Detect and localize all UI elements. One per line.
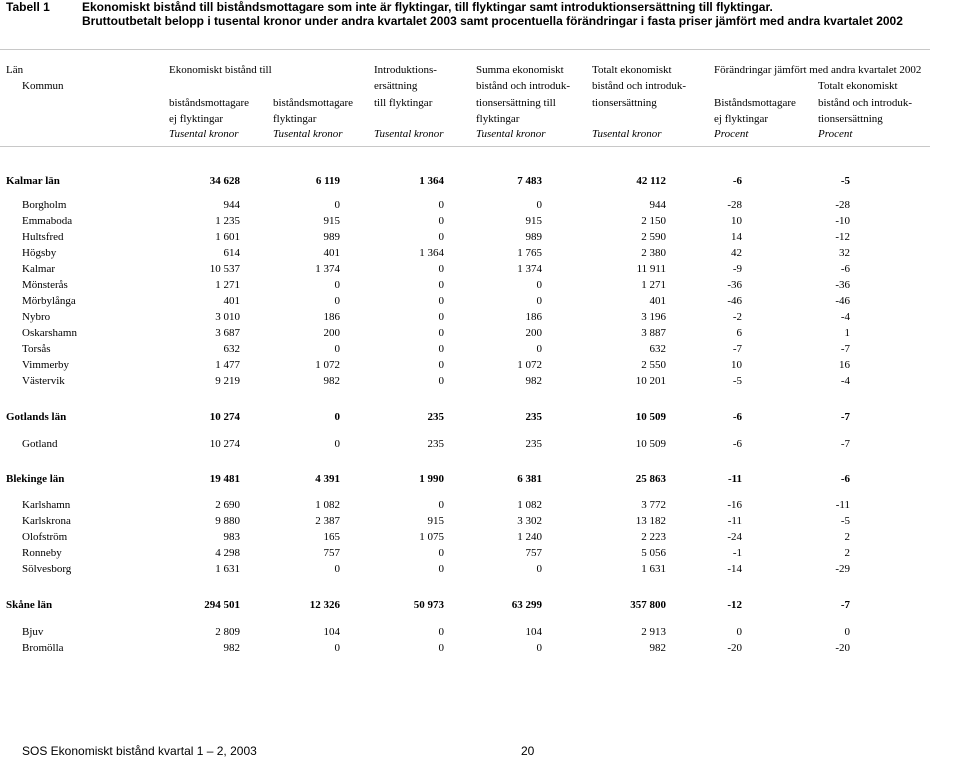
cell-col2: 1 082 (315, 499, 340, 511)
cell-col3: 0 (438, 263, 444, 275)
cell-col4: 200 (525, 327, 542, 339)
cell-col4: 0 (536, 199, 542, 211)
cell-col6: 42 (731, 247, 742, 259)
cell-col7: 32 (839, 247, 850, 259)
row-name: Sölvesborg (22, 563, 72, 575)
header-col1-unit: Tusental kronor (169, 128, 239, 140)
cell-col6: 10 (731, 359, 742, 371)
cell-col3: 0 (438, 311, 444, 323)
cell-col3: 0 (438, 563, 444, 575)
cell-col3: 0 (438, 231, 444, 243)
header-col3-line1: Introduktions- (374, 64, 437, 76)
row-name: Gotlands län (6, 411, 67, 423)
cell-col6: 14 (731, 231, 742, 243)
cell-col3: 0 (438, 343, 444, 355)
cell-col3: 0 (438, 547, 444, 559)
cell-col2: 989 (323, 231, 340, 243)
cell-col4: 982 (525, 375, 542, 387)
table-row (0, 357, 930, 373)
cell-col2: 0 (334, 295, 340, 307)
header-kommun: Kommun (22, 80, 64, 92)
cell-col1: 19 481 (209, 473, 240, 485)
cell-col7: 1 (844, 327, 850, 339)
cell-col1: 1 477 (215, 359, 240, 371)
cell-col5: 3 887 (641, 327, 666, 339)
table-row (0, 229, 930, 245)
cell-col5: 42 112 (636, 175, 666, 187)
cell-col1: 982 (223, 642, 240, 654)
table-row (0, 341, 930, 357)
cell-col2: 186 (323, 311, 340, 323)
header-col7-line3: tionsersättning (818, 113, 883, 125)
cell-col2: 12 326 (309, 599, 340, 611)
table-row (0, 513, 930, 529)
cell-col2: 1 374 (315, 263, 340, 275)
cell-col6: 10 (731, 215, 742, 227)
cell-col7: -10 (835, 215, 850, 227)
cell-col1: 34 628 (209, 175, 240, 187)
cell-col5: 2 223 (641, 531, 666, 543)
header-col1-line2: ej flyktingar (169, 113, 224, 125)
cell-col7: -28 (835, 199, 850, 211)
cell-col4: 757 (525, 547, 542, 559)
cell-col6: -1 (732, 547, 742, 559)
cell-col4: 235 (525, 438, 542, 450)
cell-col2: 1 072 (315, 359, 340, 371)
table-row (0, 497, 930, 513)
cell-col7: -5 (840, 175, 850, 187)
cell-col3: 0 (438, 279, 444, 291)
cell-col3: 1 075 (419, 531, 444, 543)
cell-col4: 6 381 (517, 473, 542, 485)
header-lan: Län (6, 64, 24, 76)
cell-col6: -36 (727, 279, 742, 291)
cell-col7: -11 (835, 499, 850, 511)
row-name: Blekinge län (6, 473, 65, 485)
cell-col6: -7 (732, 343, 742, 355)
header-col6-line1: Biståndsmottagare (714, 97, 796, 109)
row-name: Karlshamn (22, 499, 71, 511)
cell-col5: 944 (649, 199, 666, 211)
table-row (0, 561, 930, 577)
row-name: Torsås (22, 343, 51, 355)
cell-col1: 614 (223, 247, 240, 259)
divider (0, 49, 930, 50)
row-name: Karlskrona (22, 515, 71, 527)
cell-col3: 0 (438, 215, 444, 227)
cell-col5: 2 913 (641, 626, 666, 638)
cell-col6: 6 (736, 327, 742, 339)
cell-col1: 1 235 (215, 215, 240, 227)
header-col4-line3: tionsersättning till (476, 97, 556, 109)
header-col7-line1: Totalt ekonomiskt (818, 80, 898, 92)
header-col4-line1: Summa ekonomiskt (476, 64, 564, 76)
row-name: Västervik (22, 375, 65, 387)
cell-col2: 0 (334, 279, 340, 291)
cell-col1: 10 274 (209, 438, 240, 450)
cell-col1: 10 274 (209, 411, 240, 423)
cell-col7: -12 (835, 231, 850, 243)
header-group-changes: Förändringar jämfört med andra kvartalet 2002 (714, 64, 922, 76)
header-col6-line2: ej flyktingar (714, 113, 769, 125)
cell-col1: 2 690 (215, 499, 240, 511)
cell-col4: 7 483 (517, 175, 542, 187)
table-row (0, 640, 930, 656)
cell-col4: 1 240 (517, 531, 542, 543)
cell-col1: 2 809 (215, 626, 240, 638)
cell-col3: 0 (438, 499, 444, 511)
cell-col5: 982 (649, 642, 666, 654)
header-col3-unit: Tusental kronor (374, 128, 444, 140)
table-row (0, 261, 930, 277)
cell-col2: 104 (323, 626, 340, 638)
cell-col5: 357 800 (630, 599, 666, 611)
footer-title: SOS Ekonomiskt bistånd kvartal 1 – 2, 2003 (22, 744, 257, 758)
header-col3-line3: till flyktingar (374, 97, 433, 109)
cell-col6: -6 (732, 411, 742, 423)
cell-col1: 944 (223, 199, 240, 211)
header-col5-line1: Totalt ekonomiskt (592, 64, 672, 76)
cell-col7: -5 (840, 515, 850, 527)
header-col7-line2: bistånd och introduk- (818, 97, 913, 109)
cell-col1: 9 219 (215, 375, 240, 387)
cell-col5: 2 550 (641, 359, 666, 371)
cell-col7: -7 (840, 411, 850, 423)
cell-col7: -7 (840, 599, 850, 611)
cell-col5: 13 182 (635, 515, 666, 527)
cell-col6: -14 (727, 563, 742, 575)
cell-col4: 0 (536, 642, 542, 654)
header-col4-line2: bistånd och introduk- (476, 80, 571, 92)
cell-col7: 2 (844, 531, 850, 543)
cell-col3: 0 (438, 375, 444, 387)
cell-col1: 1 601 (215, 231, 240, 243)
cell-col5: 10 509 (635, 411, 666, 423)
cell-col3: 0 (438, 199, 444, 211)
row-name: Mönsterås (22, 279, 68, 291)
row-name: Vimmerby (22, 359, 69, 371)
table-row-lan (0, 597, 930, 613)
cell-col5: 401 (649, 295, 666, 307)
table-subtitle: Bruttoutbetalt belopp i tusental kronor under andra kvartalet 2003 samt procentuella förändringar i fasta priser jämfört med andra kvartalet 2002 (82, 14, 903, 28)
cell-col4: 1 082 (517, 499, 542, 511)
cell-col1: 401 (223, 295, 240, 307)
cell-col2: 401 (323, 247, 340, 259)
cell-col5: 3 772 (641, 499, 666, 511)
cell-col1: 9 880 (215, 515, 240, 527)
cell-col3: 915 (427, 515, 444, 527)
row-name: Emmaboda (22, 215, 73, 227)
cell-col2: 0 (334, 199, 340, 211)
table-row (0, 436, 930, 452)
cell-col6: -11 (727, 473, 742, 485)
cell-col6: -28 (727, 199, 742, 211)
cell-col7: -46 (835, 295, 850, 307)
cell-col4: 1 765 (517, 247, 542, 259)
row-name: Kalmar län (6, 175, 60, 187)
cell-col5: 2 150 (641, 215, 666, 227)
cell-col7: 16 (839, 359, 850, 371)
cell-col2: 915 (323, 215, 340, 227)
cell-col5: 1 271 (641, 279, 666, 291)
cell-col6: -11 (727, 515, 742, 527)
cell-col6: -2 (732, 311, 742, 323)
cell-col5: 5 056 (641, 547, 666, 559)
cell-col5: 10 201 (635, 375, 666, 387)
cell-col3: 1 364 (419, 247, 444, 259)
cell-col5: 632 (649, 343, 666, 355)
cell-col2: 0 (334, 438, 340, 450)
table-row (0, 293, 930, 309)
cell-col2: 0 (334, 343, 340, 355)
cell-col6: -16 (727, 499, 742, 511)
cell-col7: -4 (840, 375, 850, 387)
cell-col4: 104 (525, 626, 542, 638)
cell-col4: 0 (536, 563, 542, 575)
cell-col1: 632 (223, 343, 240, 355)
cell-col6: -6 (732, 438, 742, 450)
cell-col1: 1 271 (215, 279, 240, 291)
cell-col3: 0 (438, 359, 444, 371)
table-title: Ekonomiskt bistånd till biståndsmottagare som inte är flyktingar, till flyktingar samt introduktionsersättning till flyktingar. (82, 0, 773, 14)
row-name: Gotland (22, 438, 58, 450)
table-row-lan (0, 409, 930, 425)
row-name: Hultsfred (22, 231, 64, 243)
table-row (0, 197, 930, 213)
cell-col1: 3 687 (215, 327, 240, 339)
table-row (0, 545, 930, 561)
row-name: Skåne län (6, 599, 53, 611)
cell-col7: -6 (840, 473, 850, 485)
cell-col4: 0 (536, 279, 542, 291)
cell-col1: 10 537 (209, 263, 240, 275)
table-label: Tabell 1 (6, 0, 50, 14)
cell-col5: 11 911 (636, 263, 666, 275)
cell-col4: 0 (536, 295, 542, 307)
row-name: Högsby (22, 247, 57, 259)
row-name: Kalmar (22, 263, 55, 275)
cell-col3: 0 (438, 327, 444, 339)
cell-col5: 25 863 (635, 473, 666, 485)
cell-col7: -7 (840, 438, 850, 450)
cell-col1: 983 (223, 531, 240, 543)
cell-col4: 915 (525, 215, 542, 227)
cell-col2: 0 (334, 642, 340, 654)
cell-col6: -20 (727, 642, 742, 654)
cell-col3: 0 (438, 626, 444, 638)
cell-col5: 2 590 (641, 231, 666, 243)
cell-col2: 165 (323, 531, 340, 543)
cell-col4: 1 072 (517, 359, 542, 371)
table-row (0, 213, 930, 229)
cell-col1: 3 010 (215, 311, 240, 323)
cell-col1: 1 631 (215, 563, 240, 575)
cell-col2: 757 (323, 547, 340, 559)
cell-col2: 0 (334, 411, 340, 423)
cell-col3: 235 (427, 411, 444, 423)
cell-col7: -7 (840, 343, 850, 355)
cell-col7: -6 (840, 263, 850, 275)
cell-col6: 0 (736, 626, 742, 638)
row-name: Oskarshamn (22, 327, 77, 339)
table-row-lan (0, 471, 930, 487)
row-name: Ronneby (22, 547, 62, 559)
cell-col6: -5 (732, 375, 742, 387)
cell-col3: 1 364 (419, 175, 444, 187)
cell-col2: 0 (334, 563, 340, 575)
cell-col2: 4 391 (315, 473, 340, 485)
header-col2-line1: biståndsmottagare (273, 97, 354, 109)
header-col3-line2: ersättning (374, 80, 418, 92)
cell-col4: 1 374 (517, 263, 542, 275)
cell-col4: 0 (536, 343, 542, 355)
header-col4-unit: Tusental kronor (476, 128, 546, 140)
cell-col6: -6 (732, 175, 742, 187)
table-row (0, 325, 930, 341)
cell-col4: 989 (525, 231, 542, 243)
row-name: Nybro (22, 311, 51, 323)
cell-col3: 235 (427, 438, 444, 450)
header-col6-unit: Procent (714, 128, 749, 140)
cell-col2: 982 (323, 375, 340, 387)
table-row (0, 245, 930, 261)
header-col5-line2: bistånd och introduk- (592, 80, 687, 92)
page-number: 20 (521, 744, 535, 758)
row-name: Borgholm (22, 199, 67, 211)
cell-col7: 0 (844, 626, 850, 638)
cell-col6: -24 (727, 531, 742, 543)
cell-col7: -29 (835, 563, 850, 575)
table-row (0, 277, 930, 293)
cell-col6: -12 (727, 599, 742, 611)
cell-col5: 10 509 (635, 438, 666, 450)
row-name: Bjuv (22, 626, 44, 638)
header-col2-unit: Tusental kronor (273, 128, 343, 140)
cell-col3: 1 990 (419, 473, 444, 485)
cell-col4: 235 (525, 411, 542, 423)
cell-col7: -36 (835, 279, 850, 291)
row-name: Mörbylånga (22, 295, 76, 307)
cell-col2: 2 387 (315, 515, 340, 527)
cell-col3: 0 (438, 295, 444, 307)
cell-col6: -9 (732, 263, 742, 275)
cell-col2: 6 119 (315, 175, 340, 187)
cell-col4: 3 302 (517, 515, 542, 527)
table-row (0, 529, 930, 545)
cell-col4: 63 299 (511, 599, 542, 611)
cell-col1: 4 298 (215, 547, 240, 559)
header-group-ek-bistand: Ekonomiskt bistånd till (169, 64, 272, 76)
header-col4-line4: flyktingar (476, 113, 520, 125)
cell-col3: 0 (438, 642, 444, 654)
cell-col4: 186 (525, 311, 542, 323)
header-col5-unit: Tusental kronor (592, 128, 662, 140)
cell-col6: -46 (727, 295, 742, 307)
cell-col1: 294 501 (204, 599, 240, 611)
cell-col2: 200 (323, 327, 340, 339)
header-col7-unit: Procent (818, 128, 853, 140)
cell-col5: 2 380 (641, 247, 666, 259)
table-row (0, 624, 930, 640)
header-col1-line1: biståndsmottagare (169, 97, 250, 109)
table-row (0, 309, 930, 325)
header-col5-line3: tionsersättning (592, 97, 657, 109)
row-name: Bromölla (22, 642, 64, 654)
table-row-lan (0, 173, 930, 189)
divider (0, 146, 930, 147)
row-name: Olofström (22, 531, 68, 543)
cell-col5: 3 196 (641, 311, 666, 323)
cell-col7: -20 (835, 642, 850, 654)
header-col2-line2: flyktingar (273, 113, 317, 125)
cell-col7: -4 (840, 311, 850, 323)
cell-col5: 1 631 (641, 563, 666, 575)
cell-col7: 2 (844, 547, 850, 559)
cell-col3: 50 973 (413, 599, 444, 611)
table-row (0, 373, 930, 389)
